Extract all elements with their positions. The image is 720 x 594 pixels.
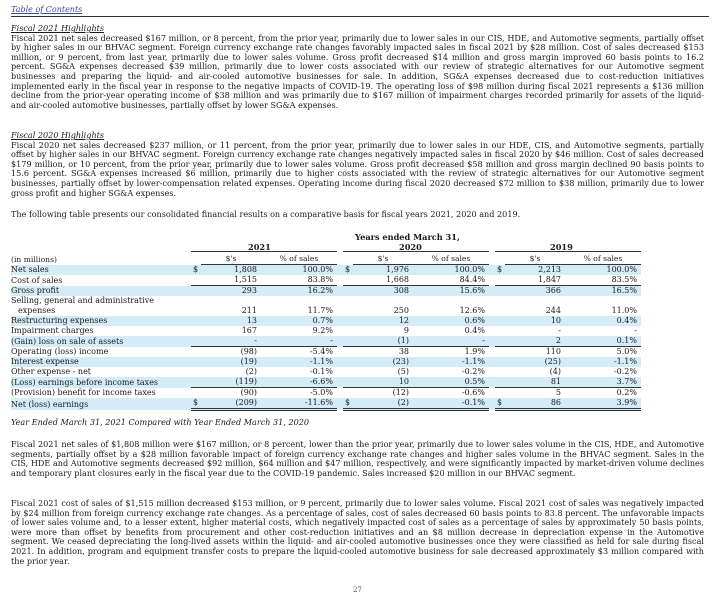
row-label: (Gain) loss on sale of assets bbox=[11, 336, 191, 347]
value-cell: (98) bbox=[240, 347, 257, 356]
currency-symbol bbox=[191, 336, 201, 347]
years-ended-header: Years ended March 31, bbox=[355, 232, 460, 242]
currency-symbol bbox=[495, 388, 505, 399]
percent-cell: 100.0% bbox=[413, 265, 489, 276]
currency-symbol bbox=[495, 316, 505, 326]
value-cell: 9 bbox=[403, 326, 409, 335]
percent-cell: - bbox=[261, 336, 337, 347]
value-cell: 81 bbox=[505, 377, 565, 388]
table-row bbox=[11, 347, 641, 358]
currency-symbol bbox=[495, 336, 505, 347]
row-label: Other expense - net bbox=[11, 367, 92, 376]
value-cell: 244 bbox=[545, 306, 561, 315]
row-label: Gross profit bbox=[11, 286, 191, 297]
percent-cell: -0.2% bbox=[613, 367, 637, 376]
value-cell: (23) bbox=[353, 357, 413, 367]
value-cell: 1,515 bbox=[201, 275, 261, 286]
cost-of-sales-discussion bbox=[11, 499, 704, 566]
value-cell: 2,213 bbox=[505, 265, 565, 276]
fiscal-2020-paragraph: Fiscal 2020 net sales decreased $237 million, or 11 percent, from the prior year, primarily due to lower sales in our HDE, CIS, and Automotive segments, partially offset by higher sales in our BHVAC segment. Foreign currency exchange rate changes negatively impacted sales in fiscal 2020 by $46 million. Cost of sales decreased $179 million, or 10 percent, from the prior year, primarily due to lower sales volume. Gross profit decreased $58 million and gross margin declined 90 basis points to 15.6 percent. SG&A expenses increased $6 million, primarily due to higher costs associated with the review of strategic alternatives for our Automotive segment businesses, partially offset by lower-compensation related expenses. Operating income during fiscal 2020 decreased $72 million to $38 million, primarily due to lower gross profit and higher SG&A expenses. bbox=[11, 139, 704, 198]
currency-symbol bbox=[191, 275, 201, 286]
currency-symbol bbox=[495, 357, 505, 367]
value-cell: 12 bbox=[353, 316, 413, 326]
currency-symbol bbox=[191, 388, 201, 399]
percent-cell: 100.0% bbox=[261, 265, 337, 276]
row-label: (Loss) earnings before income taxes bbox=[11, 377, 191, 388]
year-rule-2020 bbox=[343, 251, 489, 252]
percent-cell: - bbox=[634, 326, 637, 335]
currency-symbol bbox=[495, 367, 505, 377]
percent-cell: 0.2% bbox=[616, 388, 637, 397]
value-cell: (19) bbox=[201, 357, 261, 367]
value-cell: 1,847 bbox=[505, 275, 565, 286]
row-label: Net (loss) earnings bbox=[11, 398, 191, 410]
column-header-row bbox=[11, 254, 641, 265]
table-row bbox=[11, 377, 641, 388]
percent-cell: 0.7% bbox=[261, 316, 337, 326]
fiscal-2020-highlights bbox=[11, 131, 704, 198]
percent-cell: 16.2% bbox=[261, 286, 337, 297]
currency-symbol bbox=[343, 357, 353, 367]
percent-header: % of sales bbox=[261, 254, 337, 265]
percent-cell: -1.1% bbox=[565, 357, 641, 367]
table-row bbox=[11, 296, 641, 306]
currency-symbol bbox=[495, 347, 505, 358]
spacer-cell bbox=[191, 254, 201, 265]
year-header-2019: 2019 bbox=[550, 242, 573, 252]
currency-symbol bbox=[191, 316, 201, 326]
dollars-header: $'s bbox=[201, 254, 261, 265]
row-label: (Provision) benefit for income taxes bbox=[11, 388, 156, 397]
dollars-header: $'s bbox=[505, 254, 565, 265]
year-rule-2021 bbox=[191, 251, 337, 252]
currency-symbol bbox=[343, 306, 353, 316]
currency-symbol bbox=[343, 326, 353, 336]
currency-symbol bbox=[191, 286, 201, 297]
percent-cell: -0.6% bbox=[461, 388, 485, 397]
percent-cell: -5.4% bbox=[309, 347, 333, 356]
currency-symbol bbox=[191, 347, 201, 358]
percent-cell: 0.5% bbox=[413, 377, 489, 388]
currency-symbol: $ bbox=[191, 398, 201, 410]
table-of-contents-link[interactable]: Table of Contents bbox=[11, 5, 83, 14]
currency-symbol bbox=[343, 336, 353, 347]
percent-cell: 83.8% bbox=[261, 275, 337, 286]
value-cell: 1,668 bbox=[353, 275, 413, 286]
table-row bbox=[11, 398, 641, 410]
percent-cell: -11.6% bbox=[261, 398, 337, 410]
percent-cell: -6.6% bbox=[261, 377, 337, 388]
percent-cell: 0.4% bbox=[565, 316, 641, 326]
value-cell: 1,976 bbox=[353, 265, 413, 276]
percent-cell: 0.1% bbox=[565, 336, 641, 347]
percent-cell: 1.9% bbox=[464, 347, 485, 356]
value-cell: 5 bbox=[555, 388, 561, 397]
value-cell: 250 bbox=[393, 306, 409, 315]
currency-symbol bbox=[495, 286, 505, 297]
table-row bbox=[11, 306, 641, 316]
percent-cell: 0.4% bbox=[464, 326, 485, 335]
value-cell: (90) bbox=[240, 388, 257, 397]
value-cell: 38 bbox=[398, 347, 409, 356]
currency-symbol bbox=[343, 316, 353, 326]
top-divider bbox=[11, 16, 709, 17]
row-label: Cost of sales bbox=[11, 275, 63, 285]
row-label: Impairment charges bbox=[11, 326, 94, 335]
percent-cell: 0.6% bbox=[413, 316, 489, 326]
value-cell: (4) bbox=[549, 367, 561, 376]
value-cell: 13 bbox=[201, 316, 261, 326]
fiscal-2021-heading: Fiscal 2021 Highlights bbox=[11, 23, 105, 33]
currency-symbol bbox=[495, 326, 505, 336]
currency-symbol bbox=[191, 306, 201, 316]
results-grid bbox=[11, 254, 641, 411]
value-cell: 211 bbox=[241, 306, 257, 315]
percent-cell: 84.4% bbox=[413, 275, 489, 286]
value-cell: - bbox=[201, 336, 261, 347]
value-cell: - bbox=[558, 326, 561, 335]
unit-label: (in millions) bbox=[11, 254, 57, 264]
currency-symbol bbox=[343, 377, 353, 388]
currency-symbol bbox=[343, 367, 353, 377]
value-cell: (25) bbox=[505, 357, 565, 367]
currency-symbol bbox=[495, 377, 505, 388]
currency-symbol: $ bbox=[495, 265, 505, 276]
value-cell: 1,808 bbox=[201, 265, 261, 276]
currency-symbol bbox=[343, 286, 353, 297]
currency-symbol: $ bbox=[191, 265, 201, 276]
table-row bbox=[11, 357, 641, 367]
percent-cell: 9.2% bbox=[312, 326, 333, 335]
page-number: 27 bbox=[353, 586, 362, 594]
percent-cell: 83.5% bbox=[565, 275, 641, 286]
percent-cell: 11.7% bbox=[307, 306, 333, 315]
row-label: Restructuring expenses bbox=[11, 316, 191, 326]
value-cell: (209) bbox=[201, 398, 261, 410]
table-row bbox=[11, 286, 641, 297]
table-row bbox=[11, 265, 641, 276]
currency-symbol bbox=[191, 357, 201, 367]
currency-symbol bbox=[191, 367, 201, 377]
comparison-section bbox=[11, 418, 704, 428]
percent-cell: -0.1% bbox=[413, 398, 489, 410]
percent-cell: 11.0% bbox=[611, 306, 637, 315]
value-cell: 293 bbox=[201, 286, 261, 297]
percent-cell: 16.5% bbox=[565, 286, 641, 297]
table-row bbox=[11, 326, 641, 336]
table-row bbox=[11, 316, 641, 326]
value-cell: (12) bbox=[392, 388, 409, 397]
row-label: Operating (loss) income bbox=[11, 347, 109, 356]
percent-cell: 3.7% bbox=[565, 377, 641, 388]
percent-header: % of sales bbox=[413, 254, 489, 265]
value-cell: (2) bbox=[353, 398, 413, 410]
row-label: Interest expense bbox=[11, 357, 191, 367]
fiscal-2021-highlights bbox=[11, 24, 704, 110]
spacer-cell bbox=[343, 254, 353, 265]
comparison-heading: Year Ended March 31, 2021 Compared with Year Ended March 31, 2020 bbox=[11, 417, 310, 427]
value-cell: (1) bbox=[353, 336, 413, 347]
currency-symbol bbox=[495, 275, 505, 286]
value-cell: 86 bbox=[505, 398, 565, 410]
percent-cell: -1.1% bbox=[413, 357, 489, 367]
value-cell: 366 bbox=[505, 286, 565, 297]
percent-cell: 12.6% bbox=[459, 306, 485, 315]
currency-symbol: $ bbox=[343, 398, 353, 410]
cost-of-sales-paragraph: Fiscal 2021 cost of sales of $1,515 million decreased $153 million, or 9 percent, primarily due to lower sales volume. Fiscal 2021 cost of sales was negatively impacted by $24 million from foreign currency exchange rate changes. As a percentage of sales, cost of sales decreased 60 basis points to 83.8 percent. The unfavorable impacts of lower sales volume and, to a lesser extent, higher material costs, which negatively impacted cost of sales as a percentage of sales by approximately 50 basis points, were more than offset by benefits from procurement and other cost-reduction initiatives and an $8 million decrease in depreciation expense in the Automotive segment. We ceased depreciating the long-lived assets within the liquid- and air-cooled automotive businesses once they were classified as held for sale during fiscal 2021. In addition, program and equipment transfer costs to prepare the liquid-cooled automotive business for sale decreased approximately $3 million compared with the prior year. bbox=[11, 498, 704, 566]
table-row bbox=[11, 275, 641, 286]
net-sales-paragraph: Fiscal 2021 net sales of $1,808 million were $167 million, or 8 percent, lower than the prior year, primarily due to lower sales volume in the CIS, HDE, and Automotive segments, partially offset by a $28 million favorable impact of foreign currency exchange rate changes and higher sales volume in the BHVAC segment. Sales in the CIS, HDE and Automotive segments decreased $92 million, $64 million and $47 million, respectively, and were significantly impacted by market-driven volume declines and temporary plant closures early in the fiscal year due to the COVID-19 pandemic. Sales increased $20 million in our BHVAC segment. bbox=[11, 439, 704, 478]
value-cell: 10 bbox=[505, 316, 565, 326]
year-rule-2019 bbox=[495, 251, 641, 252]
value-cell: 110 bbox=[545, 347, 561, 356]
value-cell: 167 bbox=[241, 326, 257, 335]
dollars-header: $'s bbox=[353, 254, 413, 265]
year-header-2020: 2020 bbox=[399, 242, 422, 252]
currency-symbol bbox=[495, 306, 505, 316]
currency-symbol bbox=[343, 347, 353, 358]
percent-cell: 100.0% bbox=[565, 265, 641, 276]
percent-cell: -5.0% bbox=[309, 388, 333, 397]
table-row bbox=[11, 388, 641, 399]
row-label: Selling, general and administrative bbox=[11, 296, 154, 305]
percent-cell: - bbox=[413, 336, 489, 347]
year-header-2021: 2021 bbox=[248, 242, 271, 252]
percent-cell: 3.9% bbox=[565, 398, 641, 410]
table-row bbox=[11, 367, 641, 377]
value-cell: 10 bbox=[353, 377, 413, 388]
spacer-cell bbox=[495, 254, 505, 265]
percent-cell: -0.2% bbox=[461, 367, 485, 376]
table-row bbox=[11, 336, 641, 347]
percent-header: % of sales bbox=[565, 254, 641, 265]
value-cell: (2) bbox=[245, 367, 257, 376]
row-label: Net sales bbox=[11, 265, 191, 276]
percent-cell: 5.0% bbox=[616, 347, 637, 356]
fiscal-2021-paragraph: Fiscal 2021 net sales decreased $167 million, or 8 percent, from the prior year, primarily due to lower sales in our CIS, HDE, and Automotive segments, partially offset by higher sales in our BHVAC segment. Foreign currency exchange rate changes favorably impacted sales in fiscal 2021 by $28 million. Cost of sales decreased $153 million, or 9 percent, from last year, primarily due to lower sales volume. Gross profit decreased $14 million and gross margin improved 60 basis points to 16.2 percent. SG&A expenses decreased $39 million, primarily due to lower costs associated with our review of strategic alternatives for our Automotive segment businesses and preparing the liquid- and air-cooled automotive businesses for sale. In addition, SG&A expenses decreased due to cost-reduction initiatives implemented early in the fiscal year in response to the negative impacts of COVID-19. The operating loss of $98 million during fiscal 2021 represents a $136 million decline from the prior-year operating income of $38 million and was primarily due to $167 million of impairment charges recorded primarily for assets of the liquid- and air-cooled automotive businesses, partially offset by lower SG&A expenses. bbox=[11, 32, 704, 110]
value-cell: 2 bbox=[505, 336, 565, 347]
fiscal-2020-heading: Fiscal 2020 Highlights bbox=[11, 130, 105, 140]
currency-symbol bbox=[343, 275, 353, 286]
table-intro bbox=[11, 210, 704, 220]
net-sales-discussion bbox=[11, 440, 704, 478]
value-cell: 308 bbox=[353, 286, 413, 297]
currency-symbol bbox=[191, 326, 201, 336]
percent-cell: -1.1% bbox=[261, 357, 337, 367]
value-cell: (5) bbox=[397, 367, 409, 376]
percent-cell: 15.6% bbox=[413, 286, 489, 297]
table-intro-text: The following table presents our consolidated financial results on a comparative basis for fiscal years 2021, 2020 and 2019. bbox=[11, 209, 521, 219]
row-label: expenses bbox=[18, 306, 56, 315]
currency-symbol bbox=[343, 388, 353, 399]
percent-cell: -0.1% bbox=[309, 367, 333, 376]
currency-symbol bbox=[191, 377, 201, 388]
currency-symbol: $ bbox=[495, 398, 505, 410]
currency-symbol: $ bbox=[343, 265, 353, 276]
value-cell: (119) bbox=[201, 377, 261, 388]
